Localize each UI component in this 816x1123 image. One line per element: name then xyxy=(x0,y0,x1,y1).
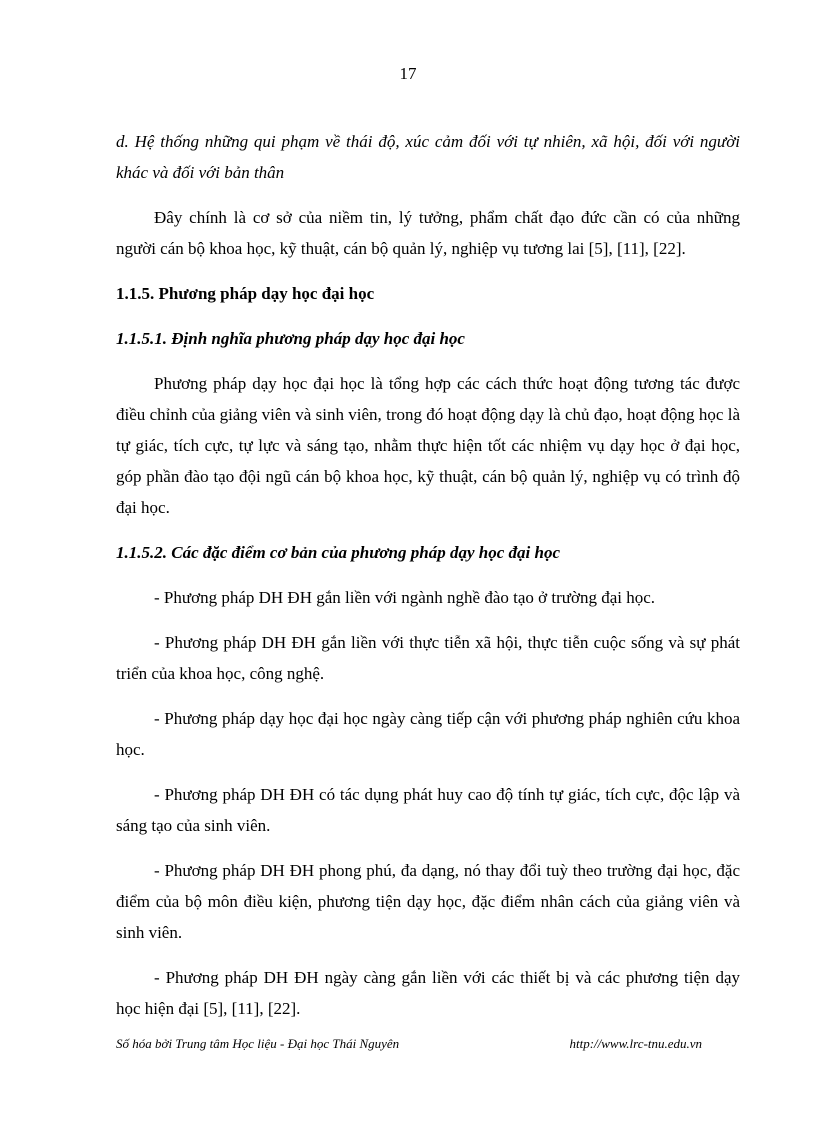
list-item: - Phương pháp DH ĐH gắn liền với thực tiễn xã hội, thực tiễn cuộc sống và sự phát triển của khoa học, công nghệ. xyxy=(116,633,740,683)
list-item: - Phương pháp DH ĐH phong phú, đa dạng, nó thay đổi tuỳ theo trường đại học, đặc điểm của bộ môn điều kiện, phương tiện dạy học, đặc điểm nhân cách của giảng viên và sinh viên. xyxy=(116,861,740,942)
list-item: - Phương pháp DH ĐH ngày càng gắn liền với các thiết bị và các phương tiện dạy học hiện đại [5], [11], [22]. xyxy=(116,968,740,1018)
page-footer xyxy=(116,1036,702,1052)
page-number: 17 xyxy=(399,64,417,83)
list-item: - Phương pháp DH ĐH gắn liền với ngành nghề đào tạo ở trường đại học. xyxy=(154,588,656,607)
section-heading-1-1-5-2: 1.1.5.2. Các đặc điểm cơ bản của phương pháp dạy học đại học xyxy=(116,543,560,562)
footer-credit: Số hóa bởi Trung tâm Học liệu - Đại học Thái Nguyên xyxy=(116,1036,400,1051)
section-heading-1-1-5: 1.1.5. Phương pháp dạy học đại học xyxy=(116,284,375,303)
list-item: - Phương pháp dạy học đại học ngày càng tiếp cận với phương pháp nghiên cứu khoa học. xyxy=(116,709,740,759)
paragraph-definition: Phương pháp dạy học đại học là tổng hợp các cách thức hoạt động tương tác được điều chỉnh của giảng viên và sinh viên, trong đó hoạt động dạy là chủ đạo, hoạt động học là tự giác, tích cực, tự lực và sáng tạo, nhằm thực hiện tốt các nhiệm vụ dạy học ở đại học, góp phần đào tạo đội ngũ cán bộ khoa học, kỹ thuật, cán bộ quản lý, nghiệp vụ có trình độ đại học. xyxy=(116,374,740,517)
item-d-paragraph: d. Hệ thống những qui phạm về thái độ, xúc cảm đối với tự nhiên, xã hội, đối với người khác và đối với bản thân xyxy=(116,132,740,182)
list-item: - Phương pháp DH ĐH có tác dụng phát huy cao độ tính tự giác, tích cực, độc lập và sáng tạo của sinh viên. xyxy=(116,785,740,835)
paragraph-basis: Đây chính là cơ sở của niềm tin, lý tưởng, phẩm chất đạo đức cần có của những người cán bộ khoa học, kỹ thuật, cán bộ quản lý, nghiệp vụ tương lai [5], [11], [22]. xyxy=(116,208,740,258)
footer-url: http://www.lrc-tnu.edu.vn xyxy=(569,1036,702,1051)
section-heading-1-1-5-1: 1.1.5.1. Định nghĩa phương pháp dạy học đại học xyxy=(116,329,465,348)
document-body xyxy=(116,126,740,1038)
